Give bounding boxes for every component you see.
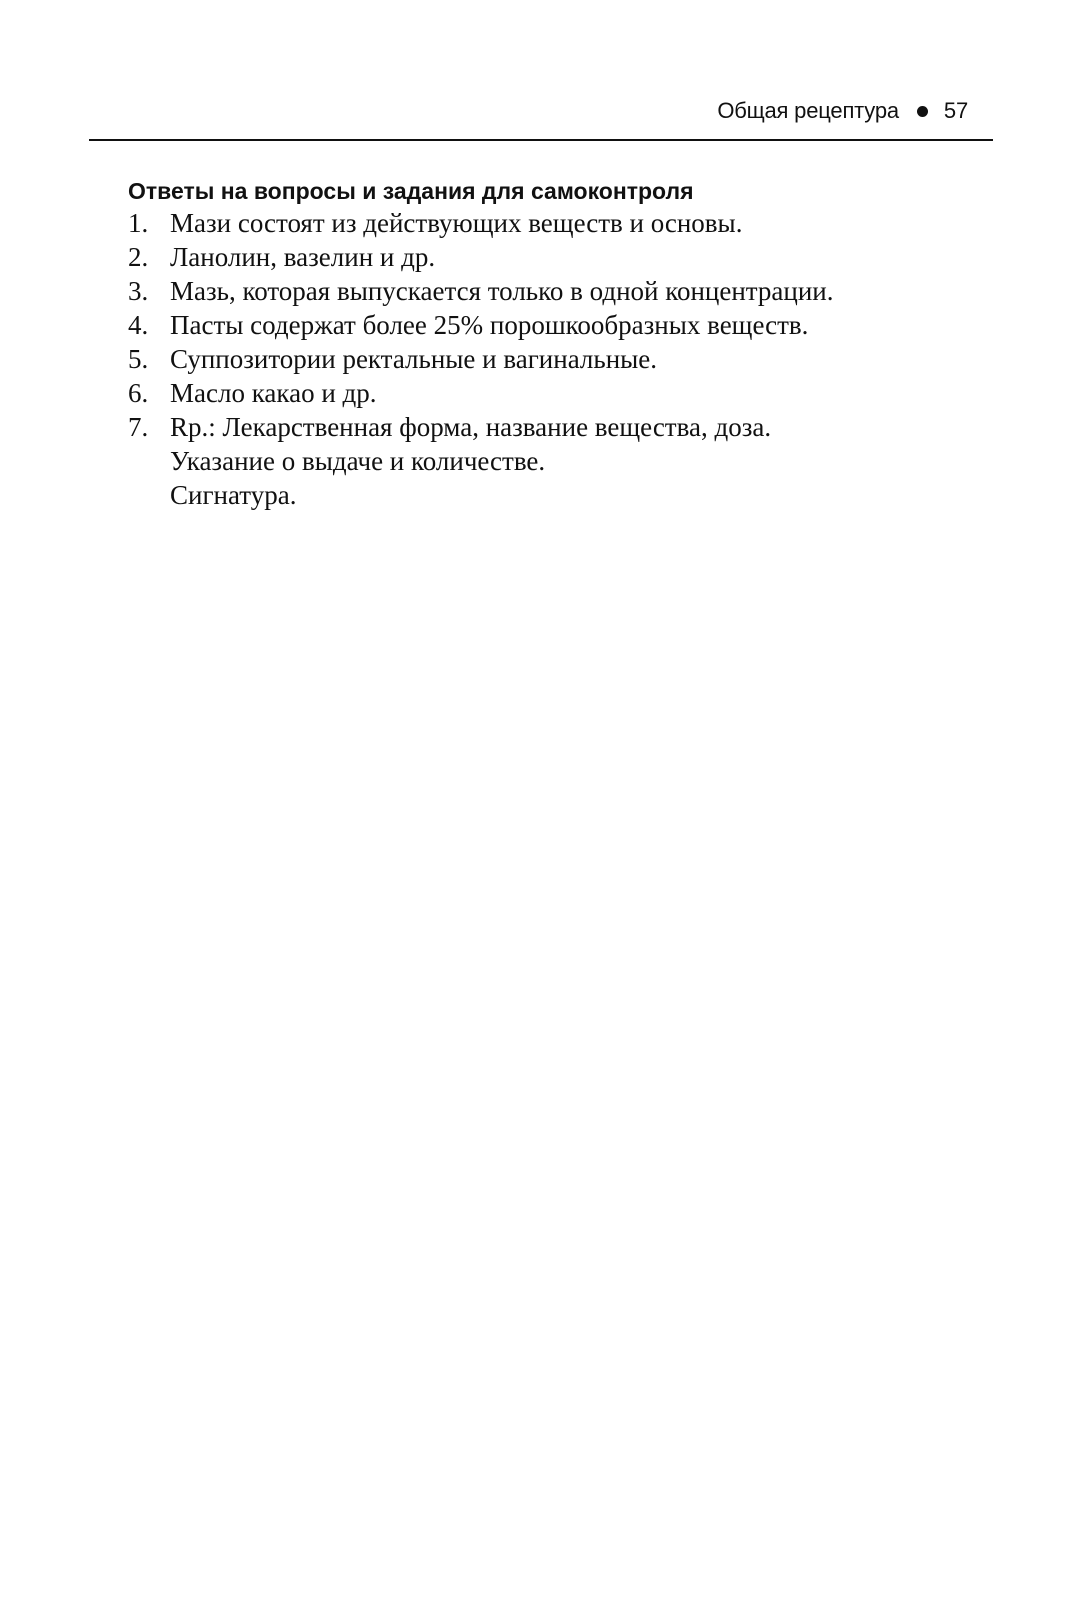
answer-item-7 [128, 410, 834, 512]
answer-number: 7. [128, 412, 149, 442]
answer-item-1 [128, 206, 834, 240]
answer-text: Суппозитории ректальные и вагинальные. [170, 344, 658, 374]
answer-text: Rp.: Лекарственная форма, название вещества, доза. [170, 412, 772, 442]
answer-text: Мази состоят из действующих веществ и основы. [170, 208, 743, 238]
answers-list [128, 206, 834, 512]
answer-number: 3. [128, 276, 149, 306]
answer-text: Пасты содержат более 25% порошкообразных веществ. [170, 310, 809, 340]
answer-text: Масло какао и др. [170, 378, 377, 408]
answer-item-2 [128, 240, 834, 274]
answer-text: Ланолин, вазелин и др. [170, 242, 436, 272]
answer-number: 5. [128, 344, 149, 374]
running-header-title: Общая рецептура [717, 98, 899, 123]
answer-number: 4. [128, 310, 149, 340]
answer-number: 6. [128, 378, 149, 408]
header-divider [89, 139, 993, 141]
answer-item-4 [128, 308, 834, 342]
section-title: Ответы на вопросы и задания для самоконтроля [128, 178, 694, 204]
answer-number: 2. [128, 242, 149, 272]
page-number: 57 [943, 98, 968, 123]
answer-text: Мазь, которая выпускается только в одной концентрации. [170, 276, 834, 306]
answer-item-6 [128, 376, 834, 410]
bullet-icon [917, 106, 928, 117]
answer-text: Сигнатура. [170, 480, 297, 510]
answer-text: Указание о выдаче и количестве. [170, 446, 546, 476]
answer-number: 1. [128, 208, 149, 238]
answer-item-5 [128, 342, 834, 376]
running-header [717, 98, 968, 124]
answer-item-3 [128, 274, 834, 308]
